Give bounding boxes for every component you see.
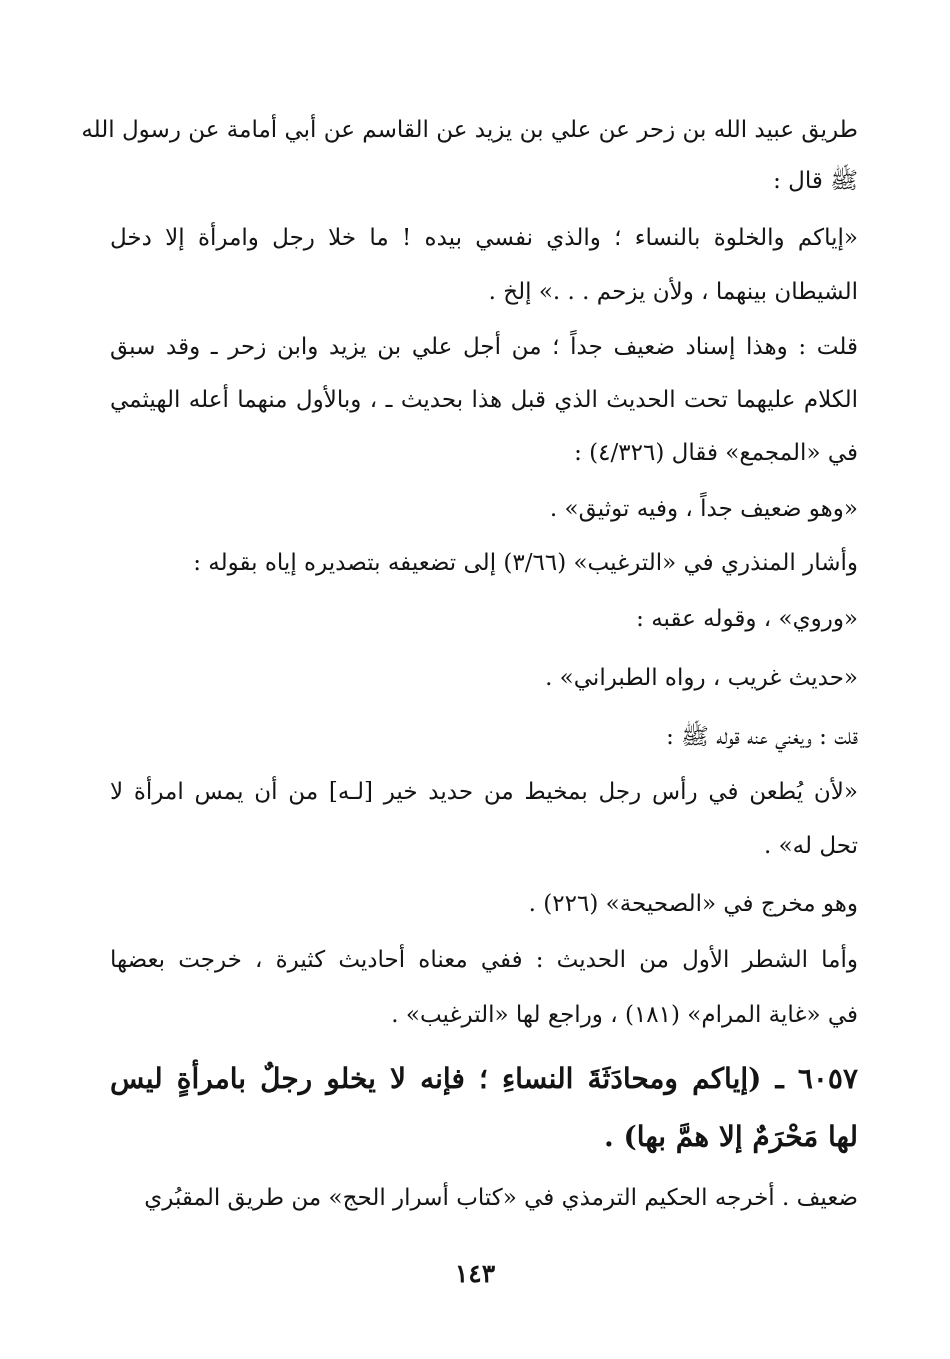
- page-number: ١٤٣: [454, 1259, 496, 1288]
- text-line-18: ضعيف . أخرجه الحكيم الترمذي في «كتاب أسرار الحج» من طريق المقبُري: [144, 1185, 858, 1211]
- text-line-1: طريق عبيد الله بن زحر عن علي بن يزيد عن القاسم عن أبي أمامة عن رسول الله: [81, 117, 858, 143]
- text-line-14: تحل له» .: [763, 833, 858, 859]
- text-line-5: قلت : وهذا إسناد ضعيف جداً ؛ من أجل علي بن يزيد وابن زحر ـ وقد سبق: [110, 334, 858, 360]
- text-line-17: في «غاية المرام» (١٨١) ، وراجع لها «الترغيب» .: [391, 1002, 858, 1028]
- text-line-9: وأشار المنذري في «الترغيب» (٣/٦٦) إلى تضعيفه بتصديره إياه بقوله :: [193, 550, 858, 576]
- text-line-11: «حديث غريب ، رواه الطبراني» .: [545, 665, 858, 691]
- text-line-13: «لأن يُطعن في رأس رجل بمخيط من حديد خير [لـه] من أن يمس امرأة لا: [110, 779, 858, 805]
- text-line-4: الشيطان بينهما ، ولأن يزحم . . .» إلخ .: [488, 279, 858, 305]
- text-line-3: «إياكم والخلوة بالنساء ؛ والذي نفسي بيده ! ما خلا رجل وامرأة إلا دخل: [110, 225, 858, 251]
- text-line-2: ﷺ قال :: [773, 168, 858, 194]
- hadith-heading-line-2: لها مَحْرَمٌ إلا همَّ بها) .: [604, 1120, 858, 1153]
- text-line-12: قلت : ويغني عنه قوله ﷺ :: [666, 724, 858, 750]
- text-line-10: «وروي» ، وقوله عقبه :: [636, 606, 858, 632]
- text-line-15: وهو مخرج في «الصحيحة» (٢٢٦) .: [528, 891, 858, 917]
- text-line-16: وأما الشطر الأول من الحديث : ففي معناه أحاديث كثيرة ، خرجت بعضها: [110, 947, 858, 973]
- text-line-7: في «المجمع» فقال (٤/٣٢٦) :: [574, 440, 858, 466]
- text-line-6: الكلام عليهما تحت الحديث الذي قبل هذا بحديث ـ ، وبالأول منهما أعله الهيثمي: [110, 387, 858, 413]
- hadith-heading-line-1: ٦٠٥٧ ـ (إياكم ومحادَثَةَ النساءِ ؛ فإنه لا يخلو رجلٌ بامرأةٍ ليس: [110, 1062, 858, 1095]
- text-line-8: «وهو ضعيف جداً ، وفيه توثيق» .: [549, 496, 858, 522]
